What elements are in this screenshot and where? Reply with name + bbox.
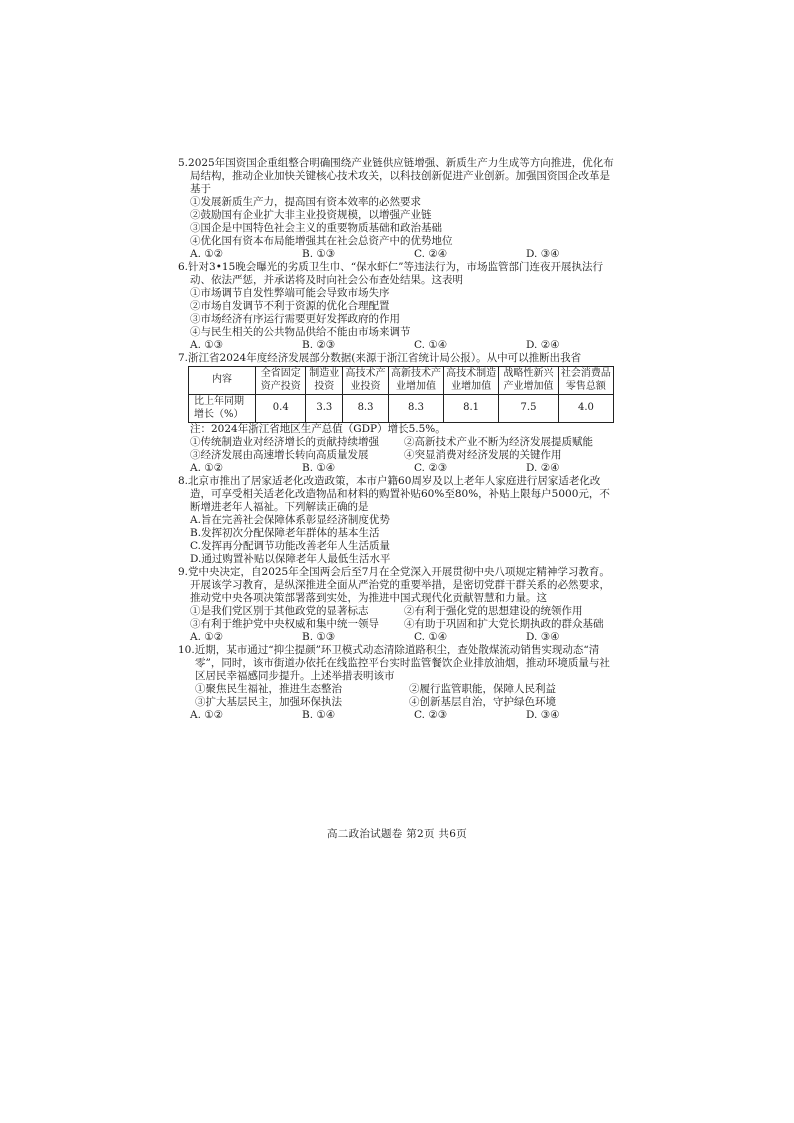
- question-area: [178, 157, 618, 722]
- question-5: [178, 157, 618, 261]
- choice-d: D. ③④: [526, 631, 560, 643]
- choice-d: D. ②④: [526, 339, 560, 351]
- choice-c: C. ②③: [414, 709, 448, 721]
- choice-a: A. ①③: [190, 339, 224, 351]
- table-column-header: 高技术制造业增加值: [444, 367, 499, 395]
- question-9: [178, 566, 618, 644]
- question-9-item-4: ④有助于巩固和扩大党长期执政的群众基础: [404, 618, 604, 630]
- choice-b: B. ①④: [302, 462, 336, 474]
- question-10-items-row-2: [195, 696, 618, 709]
- table-cell: 3.3: [306, 395, 343, 423]
- question-7-item-2: ②高新技术产业不断为经济发展提质赋能: [404, 436, 593, 448]
- question-7-items-row-1: [190, 436, 618, 449]
- table-column-header: 全省固定资产投资: [256, 367, 306, 395]
- choice-d: D. ②④: [526, 462, 560, 474]
- question-9-item-2: ②有利于强化党的思想建设的统领作用: [404, 605, 583, 617]
- table-column-header: 高技术产业投资: [343, 367, 389, 395]
- table-header-row: [189, 367, 614, 395]
- choice-b: B. ②③: [302, 339, 336, 351]
- table-cell: 8.1: [444, 395, 499, 423]
- question-7-stem: 7.浙江省2024年度经济发展部分数据(来源于浙江省统计局公报）。从中可以推断出我省: [178, 352, 582, 364]
- choice-b: B. ①④: [302, 709, 336, 721]
- choice-a: A. ①②: [190, 462, 224, 474]
- question-5-item-3: ③国企是中国特色社会主义的重要物质基础和政治基础: [190, 222, 442, 234]
- question-8-stem: 8.北京市推出了居家适老化改造政策，本市户籍60周岁及以上老年人家庭进行居家适老化改造，可享受相关适老化改造物品和材料的购置补贴60%至80%，补贴上限每户5000元，不断增进老年人福祉。下列解读正确的是: [178, 475, 610, 513]
- question-10-items-row-1: [195, 683, 618, 696]
- question-6: [178, 261, 618, 352]
- question-6-item-4: ④与民生相关的公共物品供给不能由市场来调节: [190, 326, 411, 338]
- question-6-stem: 6.针对3•15晚会曝光的劣质卫生巾、“保水虾仁”等违法行为，市场监管部门连夜开展执法行动、依法严惩，并承诺将及时向社会公布查处结果。这表明: [178, 261, 603, 286]
- table-cell: 4.0: [558, 395, 613, 423]
- question-5-item-1: ①发展新质生产力，提高国有资本效率的必然要求: [190, 196, 421, 208]
- question-5-choices: [190, 248, 618, 261]
- choice-d: D. ③④: [526, 709, 560, 721]
- question-9-item-3: ③有利于维护党中央权威和集中统一领导: [190, 618, 379, 630]
- choice-c: C. ②④: [414, 248, 448, 260]
- question-10-item-3: ③扩大基层民主，加强环保执法: [195, 696, 342, 708]
- question-8-option-c: C.发挥再分配调节功能改善老年人生活质量: [190, 540, 390, 552]
- question-10-item-4: ④创新基层自治，守护绿色环境: [409, 696, 556, 708]
- table-column-header: 战略性新兴产业增加值: [499, 367, 559, 395]
- question-10: [178, 644, 618, 722]
- question-9-stem: 9.党中央决定，自2025年全国两会后至7月在全党深入开展贯彻中央八项规定精神学习教育。开展该学习教育，是纵深推进全面从严治党的重要举措，是密切党群干群关系的必然要求，推动党中央各项决策部署落到实处，为推进中国式现代化贡献智慧和力量。这: [178, 566, 610, 604]
- table-cell: 0.4: [256, 395, 306, 423]
- page-footer: 高二政治试题卷 第2页 共6页: [326, 828, 468, 840]
- table-row: [189, 395, 614, 423]
- question-7-item-4: ④突显消费对经济发展的关键作用: [404, 449, 562, 461]
- question-5-stem: 5.2025年国资国企重组整合明确围绕产业链供应链增强、新质生产力生成等方向推进，优化布局结构，推动企业加快关键核心技术攻关，以科技创新促进产业创新。加强国资国企改革是基于: [178, 157, 614, 195]
- question-5-item-2: ②鼓励国有企业扩大非主业投资规模，以增强产业链: [190, 209, 432, 221]
- question-5-item-4: ④优化国有资本布局能增强其在社会总资产中的优势地位: [190, 235, 453, 247]
- table-note: 注：2024年浙江省地区生产总值（GDP）增长5.5%。: [190, 423, 446, 435]
- choice-a: A. ①②: [190, 709, 224, 721]
- question-9-choices: [190, 631, 618, 644]
- choice-c: C. ①④: [414, 339, 448, 351]
- choice-d: D. ③④: [526, 248, 560, 260]
- table-column-header: 高新技术产业增加值: [388, 367, 443, 395]
- table-cell: 8.3: [388, 395, 443, 423]
- question-8-option-a: A.旨在完善社会保障体系彰显经济制度优势: [190, 514, 390, 526]
- question-7-item-1: ①传统制造业对经济增长的贡献持续增强: [190, 436, 379, 448]
- question-9-item-1: ①是我们党区别于其他政党的显著标志: [190, 605, 369, 617]
- table-column-header: 社会消费品零售总额: [558, 367, 613, 395]
- choice-b: B. ①③: [302, 248, 336, 260]
- question-7-item-3: ③经济发展由高速增长转向高质量发展: [190, 449, 369, 461]
- table-cell: 8.3: [343, 395, 389, 423]
- question-6-choices: [190, 339, 618, 352]
- table-column-header: 制造业投资: [306, 367, 343, 395]
- choice-a: A. ①②: [190, 631, 224, 643]
- question-8-option-d: D.通过购置补贴以保障老年人最低生活水平: [190, 553, 391, 565]
- choice-c: C. ①④: [414, 631, 448, 643]
- question-6-item-3: ③市场经济有序运行需要更好发挥政府的作用: [190, 313, 400, 325]
- table-cell: 7.5: [499, 395, 559, 423]
- question-6-item-1: ①市场调节自发性弊端可能会导致市场失序: [190, 287, 390, 299]
- question-10-choices: [190, 709, 618, 722]
- question-10-item-1: ①聚焦民生福祉，推进生态整治: [195, 683, 342, 695]
- economic-data-table: [188, 366, 614, 423]
- question-10-item-2: ②履行监管职能，保障人民利益: [409, 683, 556, 695]
- question-8: [178, 475, 618, 566]
- question-7-items-row-2: [190, 449, 618, 462]
- choice-c: C. ②③: [414, 462, 448, 474]
- question-6-item-2: ②市场自发调节不利于资源的优化合理配置: [190, 300, 390, 312]
- table-header-label: 内容: [189, 367, 256, 395]
- question-10-stem: 10.近期，某市通过“抑尘提颜”环卫模式动态清除道路积尘，查处散煤流动销售实现动态“清零”，同时，该市街道办依托在线监控平台实时监管餐饮企业排放油烟，推动环境质量与社区居民幸福感同步提升。上述举措表明该市: [178, 644, 610, 682]
- question-7: [178, 352, 618, 475]
- question-8-option-b: B.发挥初次分配保障老年群体的基本生活: [190, 527, 380, 539]
- question-9-items-row-2: [190, 618, 618, 631]
- question-9-items-row-1: [190, 605, 618, 618]
- table-row-label: 比上年同期增长（%）: [189, 395, 256, 423]
- choice-a: A. ①②: [190, 248, 224, 260]
- question-7-choices: [190, 462, 618, 475]
- choice-b: B. ①③: [302, 631, 336, 643]
